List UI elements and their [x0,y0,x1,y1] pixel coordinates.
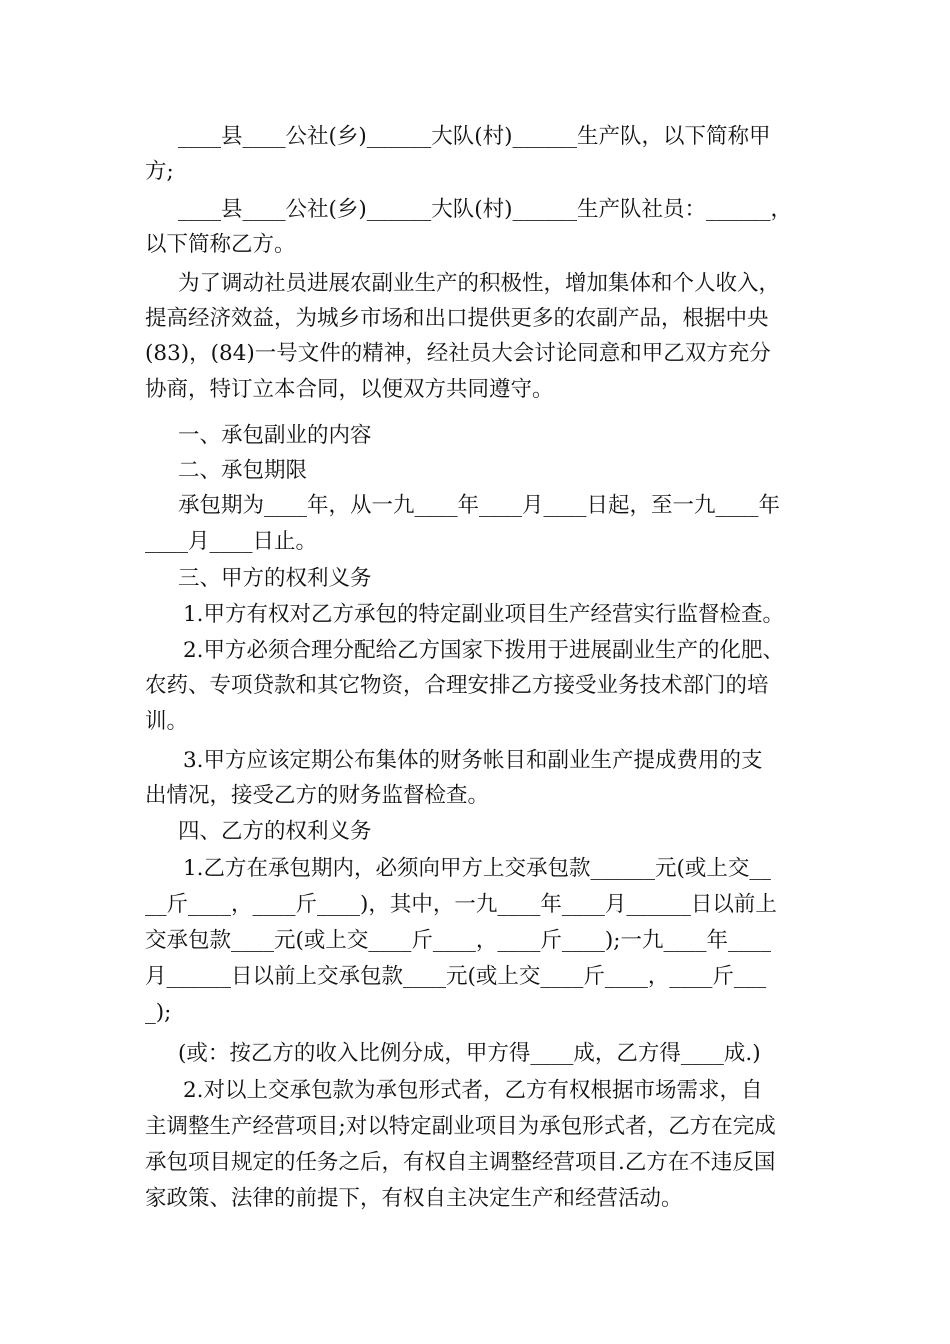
clause-b-2-cont: 主调整生产经营项目;对以特定副业项目为承包形式者，乙方在完成 [145,1114,776,1139]
clause-b-1-cont: __斤____，____斤____)，其中，一九____年____月______日以前上 [145,892,777,917]
clause-a-3: 3.甲方应该定期公布集体的财务帐目和副业生产提成费用的支 [183,748,763,773]
section-heading-party-b-rights: 四、乙方的权利义务 [178,819,372,844]
clause-a-2: 2.甲方必须合理分配给乙方国家下拨用于进展副业生产的化肥、 [183,638,785,663]
clause-b-2-cont: 承包项目规定的任务之后，有权自主调整经营项目.乙方在不违反国 [145,1150,776,1175]
clause-b-2: 2.对以上交承包款为承包形式者，乙方有权根据市场需求，自 [183,1078,763,1103]
clause-b-2-cont: 家政策、法律的前提下，有权自主决定生产和经营活动。 [145,1186,683,1211]
paragraph-purpose-cont: 提高经济效益，为城乡市场和出口提供更多的农副产品，根据中央 [145,306,769,331]
clause-b-1: 1.乙方在承包期内，必须向甲方上交承包款______元(或上交__ [183,856,771,881]
clause-a-1: 1.甲方有权对乙方承包的特定副业项目生产经营实行监督检查。 [183,602,785,627]
paragraph-term-cont: ____月____日止。 [145,529,318,554]
paragraph-purpose-cont: (83)，(84)一号文件的精神，经社员大会讨论同意和甲乙双方充分 [145,341,771,366]
section-heading-content: 一、承包副业的内容 [178,423,372,448]
section-heading-party-a-rights: 三、甲方的权利义务 [178,566,372,591]
paragraph-party-b: ____县____公社(乡)______大队(村)______生产队社员：______， [178,197,793,222]
clause-b-1-cont: 月______日以前上交承包款____元(或上交____斤____，____斤___ [145,964,767,989]
clause-b-1-alternative: (或：按乙方的收入比例分成，甲方得____成，乙方得____成.) [178,1041,761,1066]
paragraph-purpose: 为了调动社员进展农副业生产的积极性，增加集体和个人收入， [178,271,781,296]
clause-b-1-cont: 交承包款____元(或上交____斤____，____斤____);一九____年____ [145,928,772,953]
clause-a-2-cont: 农药、专项贷款和其它物资，合理安排乙方接受业务技术部门的培 [145,673,769,698]
paragraph-term: 承包期为____年，从一九____年____月____日起，至一九____年 [178,493,781,518]
paragraph-party-a: ____县____公社(乡)______大队(村)______生产队，以下简称甲 [178,124,771,149]
paragraph-party-b-cont: 以下简称乙方。 [145,232,296,257]
paragraph-party-a-cont: 方; [145,159,174,184]
clause-b-1-cont: _); [145,1000,172,1025]
clause-a-2-cont: 训。 [145,709,189,734]
section-heading-term: 二、承包期限 [178,458,308,483]
clause-a-3-cont: 出情况，接受乙方的财务监督检查。 [145,783,490,808]
paragraph-purpose-cont: 协商，特订立本合同，以便双方共同遵守。 [145,377,554,402]
